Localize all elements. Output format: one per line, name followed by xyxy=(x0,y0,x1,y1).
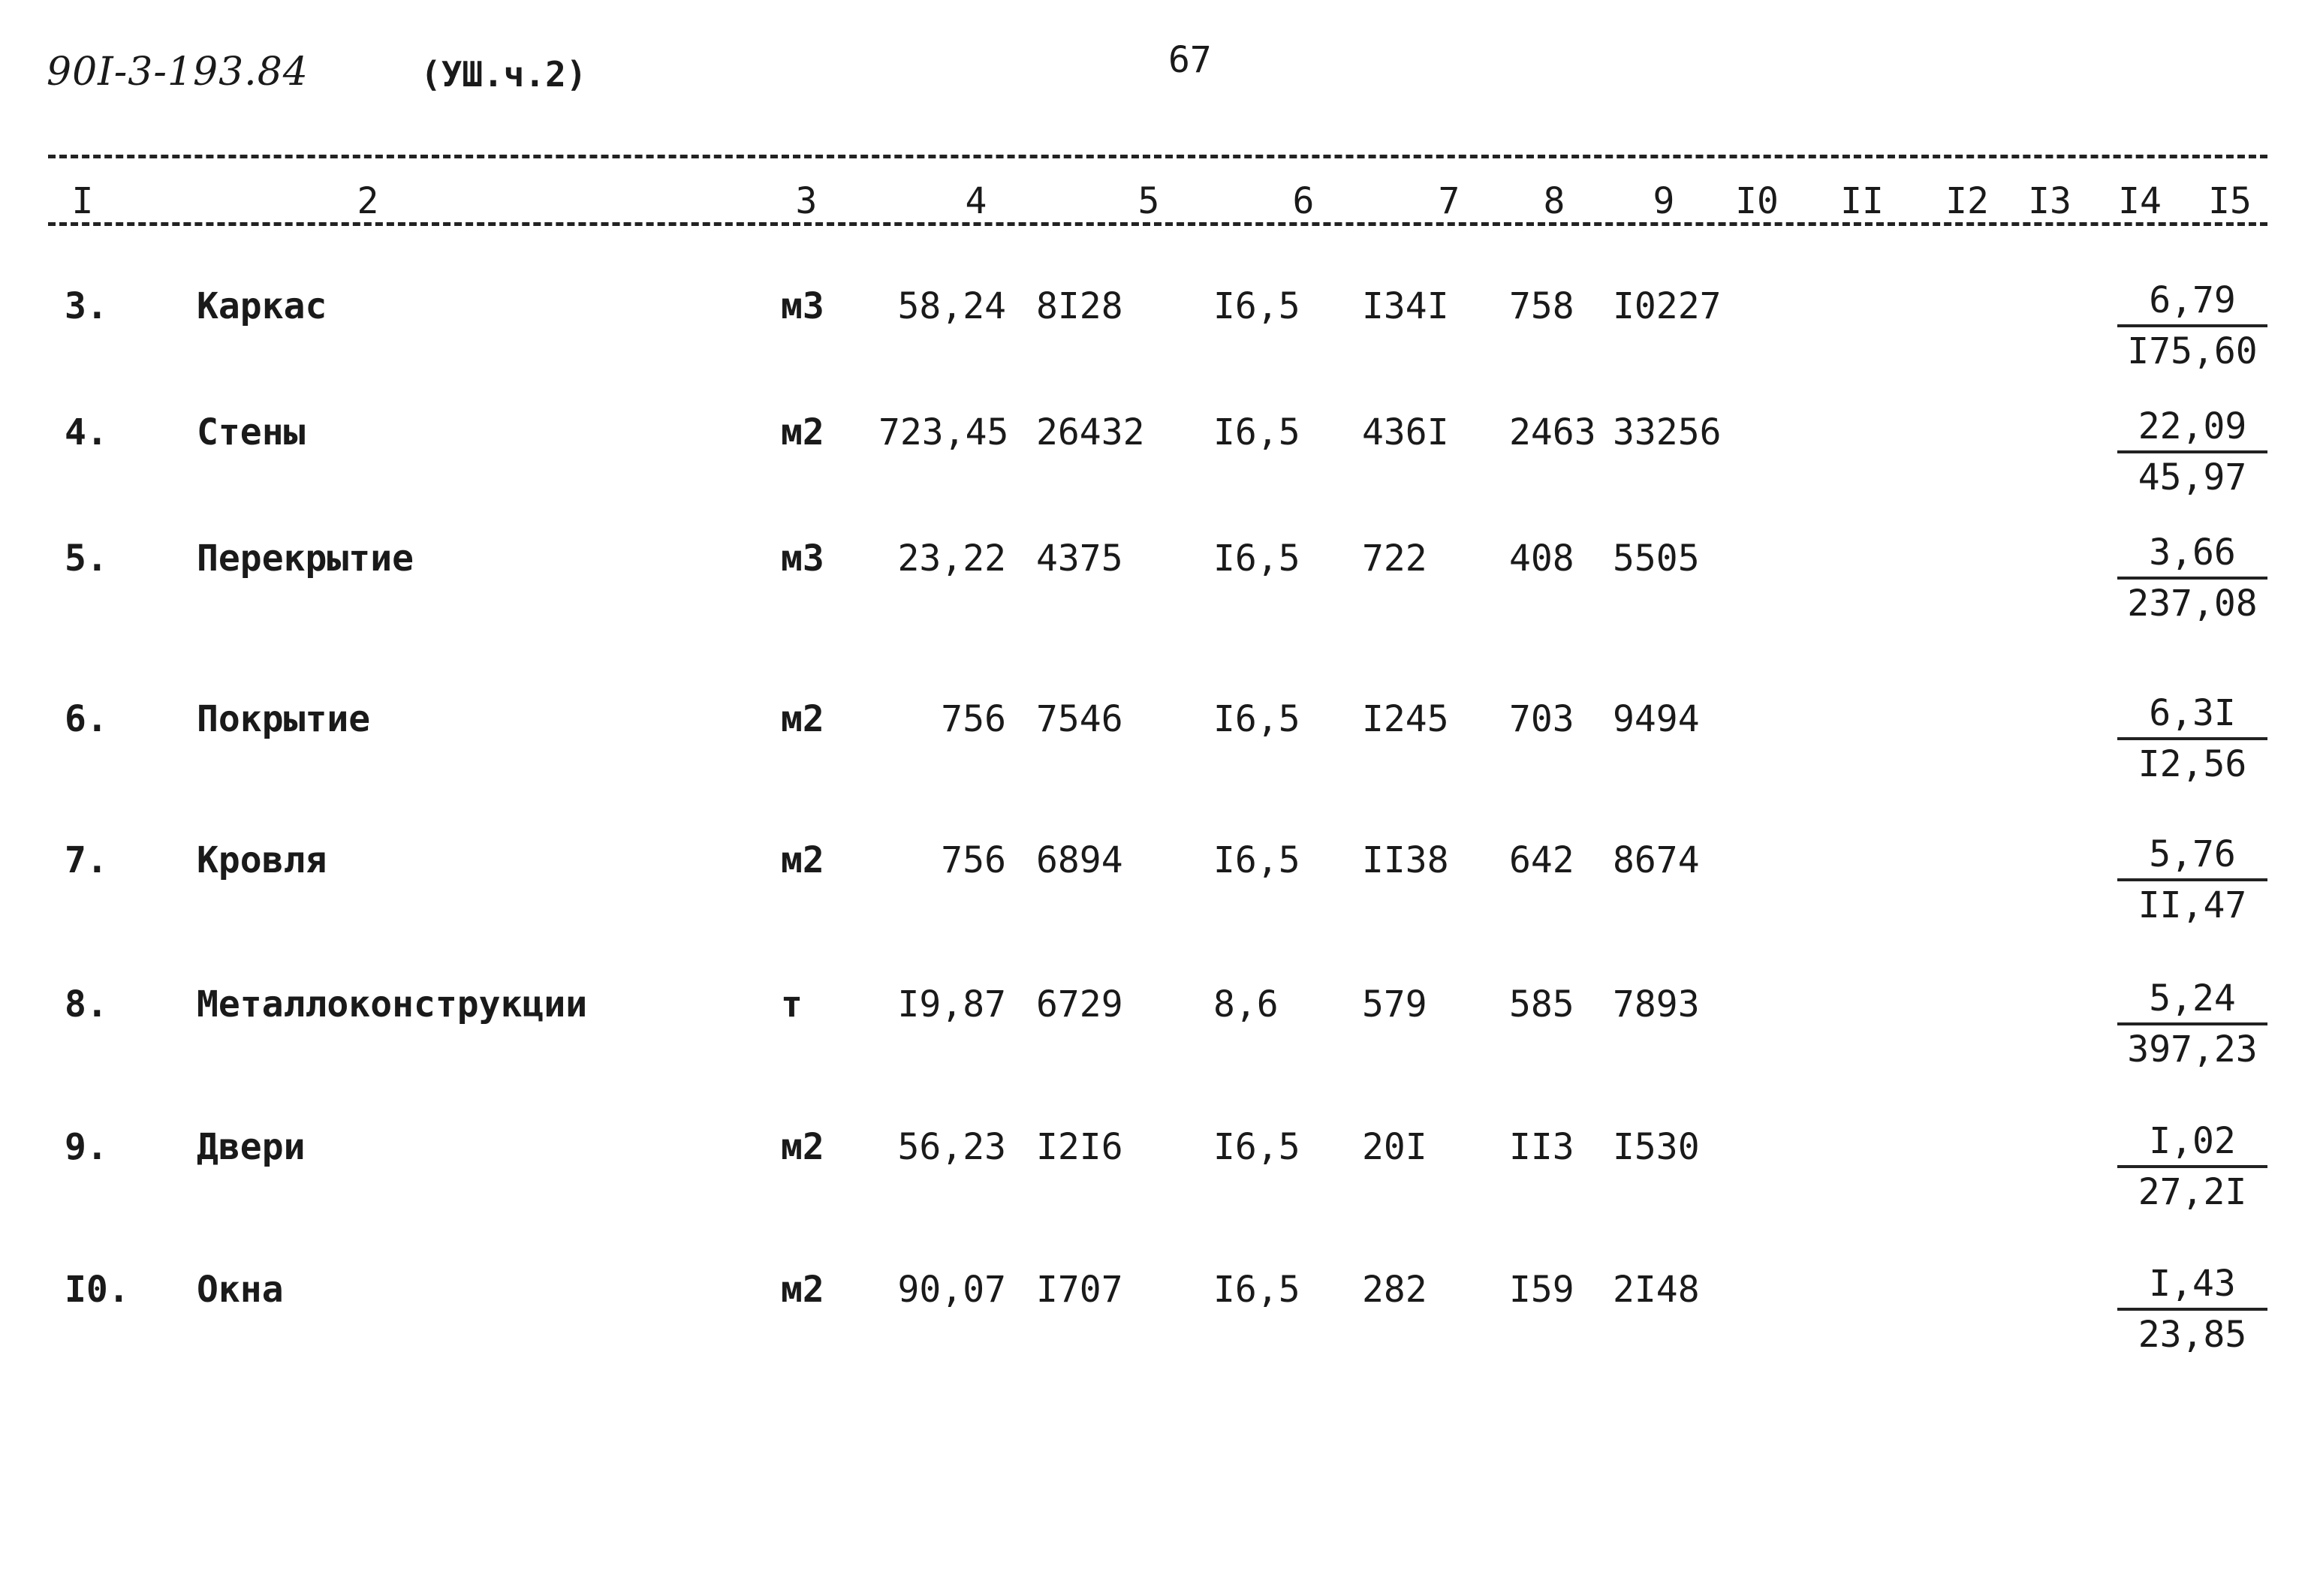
fraction-numerator: 5,24 xyxy=(2117,977,2267,1025)
fraction-numerator: 6,79 xyxy=(2117,279,2267,327)
col9-cell: 7893 xyxy=(1613,983,1700,1025)
col9-cell: 2I48 xyxy=(1613,1269,1700,1311)
fraction-denominator: 237,08 xyxy=(2127,583,2258,625)
column-header: I0 xyxy=(1735,180,1779,222)
row-number: 5. xyxy=(65,538,108,580)
unit: т xyxy=(781,983,803,1025)
column-header: I xyxy=(71,180,94,222)
fraction-numerator: 6,3I xyxy=(2117,692,2267,740)
coef-cell: I6,5 xyxy=(1213,411,1300,453)
column-header: I5 xyxy=(2208,180,2252,222)
fraction-numerator: 5,76 xyxy=(2117,833,2267,881)
top-divider xyxy=(48,155,2267,158)
cost-cell: I707 xyxy=(1036,1269,1123,1311)
col9-cell: 33256 xyxy=(1613,411,1722,453)
item-name: Стены xyxy=(197,411,306,453)
fraction-numerator: I,02 xyxy=(2117,1120,2267,1168)
ratio-fraction xyxy=(2117,405,2267,498)
coef-cell: I6,5 xyxy=(1213,538,1300,580)
unit: м3 xyxy=(781,538,824,580)
fraction-numerator: 3,66 xyxy=(2117,531,2267,580)
item-name: Покрытие xyxy=(197,698,371,740)
col8-cell: 703 xyxy=(1509,698,1574,740)
col7-cell: 579 xyxy=(1362,983,1427,1025)
row-number: 7. xyxy=(65,839,108,881)
quantity-cell: I9,87 xyxy=(897,983,1006,1025)
item-name: Металлоконструкции xyxy=(197,983,588,1025)
col9-cell: 5505 xyxy=(1613,538,1700,580)
col7-cell: 20I xyxy=(1362,1126,1427,1168)
col8-cell: 758 xyxy=(1509,285,1574,327)
quantity-cell: 56,23 xyxy=(897,1126,1006,1168)
column-header: 8 xyxy=(1543,180,1565,222)
coef-cell: I6,5 xyxy=(1213,1269,1300,1311)
ratio-fraction xyxy=(2117,279,2267,372)
unit: м3 xyxy=(781,285,824,327)
col7-cell: 722 xyxy=(1362,538,1427,580)
column-header: 3 xyxy=(795,180,818,222)
column-header: I3 xyxy=(2028,180,2071,222)
col7-cell: 282 xyxy=(1362,1269,1427,1311)
unit: м2 xyxy=(781,1269,824,1311)
fraction-denominator: 23,85 xyxy=(2138,1314,2247,1356)
cost-cell: 26432 xyxy=(1036,411,1145,453)
col8-cell: 408 xyxy=(1509,538,1574,580)
fraction-numerator: I,43 xyxy=(2117,1263,2267,1311)
item-name: Каркас xyxy=(197,285,327,327)
column-header: 9 xyxy=(1653,180,1675,222)
cost-cell: 7546 xyxy=(1036,698,1123,740)
quantity-cell: 756 xyxy=(941,698,1006,740)
quantity-cell: 23,22 xyxy=(897,538,1006,580)
unit: м2 xyxy=(781,839,824,881)
coef-cell: I6,5 xyxy=(1213,698,1300,740)
page-number: 67 xyxy=(1168,39,1212,81)
row-number: 4. xyxy=(65,411,108,453)
coef-cell: I6,5 xyxy=(1213,285,1300,327)
row-number: 9. xyxy=(65,1126,108,1168)
row-number: 8. xyxy=(65,983,108,1025)
row-number: 3. xyxy=(65,285,108,327)
fraction-denominator: I2,56 xyxy=(2138,743,2247,785)
quantity-cell: 58,24 xyxy=(897,285,1006,327)
coef-cell: I6,5 xyxy=(1213,1126,1300,1168)
cost-cell: 8I28 xyxy=(1036,285,1123,327)
ratio-fraction xyxy=(2117,977,2267,1071)
item-name: Кровля xyxy=(197,839,327,881)
unit: м2 xyxy=(781,698,824,740)
document-part: (УШ.ч.2) xyxy=(420,54,587,95)
ratio-fraction xyxy=(2117,1263,2267,1356)
col8-cell: 585 xyxy=(1509,983,1574,1025)
cost-cell: 4375 xyxy=(1036,538,1123,580)
cost-cell: I2I6 xyxy=(1036,1126,1123,1168)
quantity-cell: 90,07 xyxy=(897,1269,1006,1311)
fraction-numerator: 22,09 xyxy=(2117,405,2267,453)
fraction-denominator: 27,2I xyxy=(2138,1171,2247,1213)
column-header: 6 xyxy=(1292,180,1315,222)
fraction-denominator: 45,97 xyxy=(2138,456,2247,498)
ratio-fraction xyxy=(2117,833,2267,926)
column-header: 2 xyxy=(357,180,379,222)
item-name: Двери xyxy=(197,1126,306,1168)
ratio-fraction xyxy=(2117,531,2267,625)
col8-cell: 2463 xyxy=(1509,411,1596,453)
fraction-denominator: I75,60 xyxy=(2127,330,2258,372)
col8-cell: I59 xyxy=(1509,1269,1574,1311)
column-header: 5 xyxy=(1137,180,1160,222)
item-name: Перекрытие xyxy=(197,538,414,580)
column-header: I4 xyxy=(2118,180,2162,222)
column-header: 7 xyxy=(1438,180,1460,222)
ratio-fraction xyxy=(2117,1120,2267,1213)
col7-cell: 436I xyxy=(1362,411,1449,453)
fraction-denominator: 397,23 xyxy=(2127,1028,2258,1071)
coef-cell: 8,6 xyxy=(1213,983,1279,1025)
column-header: 4 xyxy=(965,180,987,222)
column-header: I2 xyxy=(1945,180,1989,222)
quantity-cell: 756 xyxy=(941,839,1006,881)
row-number: I0. xyxy=(65,1269,130,1311)
col9-cell: 9494 xyxy=(1613,698,1700,740)
col7-cell: I245 xyxy=(1362,698,1449,740)
unit: м2 xyxy=(781,411,824,453)
cost-cell: 6729 xyxy=(1036,983,1123,1025)
unit: м2 xyxy=(781,1126,824,1168)
row-number: 6. xyxy=(65,698,108,740)
document-code: 90I-3-193.84 xyxy=(47,50,309,95)
fraction-denominator: II,47 xyxy=(2138,884,2247,926)
coef-cell: I6,5 xyxy=(1213,839,1300,881)
col8-cell: 642 xyxy=(1509,839,1574,881)
col9-cell: I530 xyxy=(1613,1126,1700,1168)
quantity-cell: 723,45 xyxy=(878,411,1009,453)
item-name: Окна xyxy=(197,1269,284,1311)
col7-cell: II38 xyxy=(1362,839,1449,881)
col9-cell: 8674 xyxy=(1613,839,1700,881)
header-divider xyxy=(48,222,2267,226)
column-header: II xyxy=(1840,180,1884,222)
cost-cell: 6894 xyxy=(1036,839,1123,881)
col9-cell: I0227 xyxy=(1613,285,1722,327)
col7-cell: I34I xyxy=(1362,285,1449,327)
col8-cell: II3 xyxy=(1509,1126,1574,1168)
ratio-fraction xyxy=(2117,692,2267,785)
